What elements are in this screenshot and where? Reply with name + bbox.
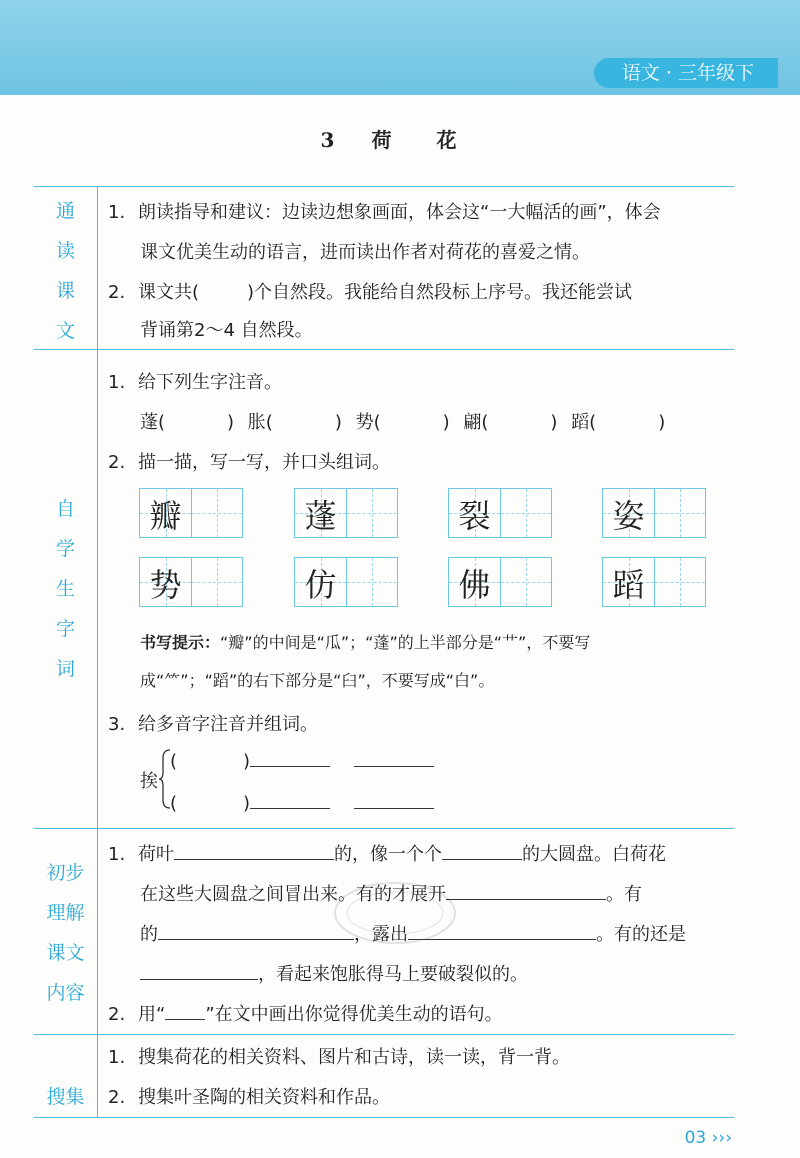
trace-char: 姿 [612,497,645,535]
reading-item-1: 1. 朗读指导和建议：边读边想象画面，体会这“一大幅活的画”，体会 [108,202,661,223]
polyphone-char: 挨 [140,771,158,792]
trace-char: 蹈 [612,566,645,604]
selfstudy-q3: 3. 给多音字注音并组词。 [108,714,318,735]
section-label-reading: 通 读 课 文 [55,200,75,342]
section-divider [34,349,734,350]
writing-grid[interactable] [448,557,552,607]
understand-q1: 1. 荷叶 的，像一个个 的大圆盘。白荷花 [108,840,666,866]
understand-q1-line2: 在这些大圆盘之间冒出来。有的才展开 。有 [140,880,642,906]
section-divider [34,1034,734,1035]
writing-grid[interactable] [448,488,552,538]
lesson-number: 3 [320,128,336,152]
word-blank[interactable] [354,748,434,767]
watermark-stamp [330,878,460,948]
writing-grid[interactable] [294,557,398,607]
pinyin-item: 势( ) [355,412,450,433]
fill-blank[interactable] [158,921,354,940]
word-blank[interactable] [354,790,434,809]
writing-grid[interactable] [602,557,706,607]
writing-tip-label: 书写提示： [140,633,221,652]
trace-char: 裂 [458,497,491,535]
understand-q2: 2. 用“ ”在文中画出你觉得优美生动的语句。 [108,1000,503,1026]
reading-item-2: 2. 课文共( )个自然段。我能给自然段标上序号。我还能尝试 [108,282,633,303]
writing-tip: 书写提示：“瓣”的中间是“瓜”；“蓬”的上半部分是“艹”，不要写 [140,633,591,652]
polyphone-line-1: ( ) [170,748,434,772]
trace-char: 势 [149,566,182,604]
writing-grid[interactable] [602,488,706,538]
pinyin-item: 翩( ) [463,412,558,433]
table-border-bottom [34,1117,734,1118]
lesson-title [0,124,800,153]
word-blank[interactable] [250,748,330,767]
subject-tag: 语文 · 三年级下 [594,58,778,88]
section-divider [34,828,734,829]
fill-blank[interactable] [140,961,258,980]
reading-item-2-cont: 背诵第2～4 自然段。 [140,320,313,341]
section-label-collect: 搜集 [46,1086,85,1108]
fill-blank[interactable] [174,841,334,860]
fill-blank[interactable] [446,881,606,900]
trace-char: 蓬 [304,497,337,535]
writing-grid[interactable] [139,557,243,607]
understand-q1-line3: 的 ，露出 。有的还是 [140,920,686,946]
pinyin-item: 胀( ) [247,412,342,433]
collect-q2: 2. 搜集叶圣陶的相关资料和作品。 [108,1087,390,1108]
section-label-understanding: 初步 理解 课文 内容 [46,862,85,1004]
selfstudy-q2: 2. 描一描，写一写，并口头组词。 [108,452,390,473]
pinyin-item: 蹈( ) [571,412,666,433]
page-number: 03 ››› [684,1128,732,1148]
underline-sample [165,1001,205,1020]
section-label-self-study: 自 学 生 字 词 [55,498,75,680]
writing-grid[interactable] [139,488,243,538]
pinyin-item: 蓬( ) [140,412,235,433]
lesson-title-char-2: 花 [436,128,458,152]
word-blank[interactable] [250,790,330,809]
selfstudy-q1: 1. 给下列生字注音。 [108,372,282,393]
table-border-top [34,186,734,187]
reading-item-1-cont: 课文优美生动的语言，进而读出作者对荷花的喜爱之情。 [140,242,590,263]
lesson-title-char-1: 荷 [371,128,393,152]
trace-char: 佛 [458,566,491,604]
trace-char: 瓣 [149,497,182,535]
fill-blank[interactable] [442,841,522,860]
collect-q1: 1. 搜集荷花的相关资料、图片和古诗，读一读，背一背。 [108,1047,570,1068]
trace-char: 仿 [304,566,337,604]
writing-grid[interactable] [294,488,398,538]
writing-tip-cont: 成“⺮”；“蹈”的右下部分是“臼”，不要写成“白”。 [140,671,495,690]
polyphone-line-2: ( ) [170,790,434,814]
pinyin-row [140,408,665,434]
understand-q1-line4: ，看起来饱胀得马上要破裂似的。 [140,960,528,986]
column-divider [97,186,98,1118]
